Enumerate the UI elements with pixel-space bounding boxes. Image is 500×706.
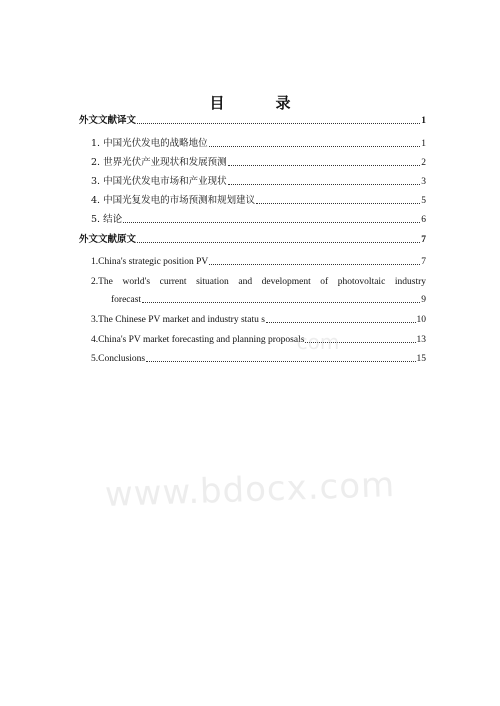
toc-title: 目 录 bbox=[209, 94, 309, 112]
toc-entry-cn-1[interactable] bbox=[79, 138, 426, 150]
toc-entry-cn-3[interactable] bbox=[79, 176, 426, 188]
toc-entry-en-1[interactable] bbox=[79, 256, 426, 268]
toc-page-number: 9 bbox=[421, 295, 426, 305]
dot-leader bbox=[209, 145, 421, 147]
toc-entry-en-4[interactable] bbox=[79, 334, 426, 346]
toc-entry-en-5[interactable] bbox=[79, 353, 426, 365]
toc-entry-label: 4. 中国光复发电的市场预测和规划建议 bbox=[91, 195, 256, 206]
toc-page-number: 7 bbox=[421, 257, 426, 267]
toc-entry-cn-4[interactable] bbox=[79, 195, 426, 207]
dot-leader bbox=[228, 164, 421, 166]
dot-leader bbox=[146, 360, 415, 362]
toc-page-number: 3 bbox=[421, 177, 426, 187]
dot-leader bbox=[123, 221, 420, 223]
toc-page-number: 7 bbox=[421, 235, 426, 245]
toc-entry-en-2-line1[interactable]: 2.The world's current situation and development of photovoltaic industry bbox=[91, 277, 426, 287]
toc-entry-label: 3. 中国光伏发电市场和产业现状 bbox=[91, 176, 227, 187]
toc-entry-en-2-line2[interactable] bbox=[79, 294, 426, 306]
toc-page-number: 2 bbox=[421, 158, 426, 168]
toc-entry-label: 1.China's strategic position PV bbox=[91, 257, 209, 267]
toc-entry-label: 5.Conclusions bbox=[91, 354, 146, 364]
toc-entry-original[interactable] bbox=[79, 234, 426, 246]
toc-entry-label: 3.The Chinese PV market and industry statu s bbox=[91, 315, 265, 325]
toc-entry-label: 外文文献原文 bbox=[79, 234, 137, 245]
toc-page-number: 6 bbox=[421, 215, 426, 225]
toc-entry-label: 5. 结论 bbox=[91, 214, 123, 225]
toc-page-number: 15 bbox=[416, 354, 426, 364]
toc-page-number: 10 bbox=[416, 315, 426, 325]
toc-entry-cn-5[interactable] bbox=[79, 214, 426, 226]
toc-entry-label: 4.China's PV market forecasting and planning proposals bbox=[91, 335, 305, 345]
dot-leader bbox=[266, 321, 416, 323]
dot-leader bbox=[137, 122, 420, 124]
toc-page-number: 1 bbox=[421, 116, 426, 126]
dot-leader bbox=[137, 241, 420, 243]
watermark-small: com bbox=[296, 330, 340, 354]
toc-entry-label: 1. 中国光伏发电的战略地位 bbox=[91, 138, 208, 149]
dot-leader bbox=[228, 183, 421, 185]
dot-leader bbox=[209, 263, 420, 265]
toc-entry-label: 外文文献译文 bbox=[79, 115, 137, 126]
toc-entry-translation[interactable] bbox=[79, 115, 426, 127]
toc-page-number: 13 bbox=[416, 335, 426, 345]
toc-entry-en-3[interactable] bbox=[79, 314, 426, 326]
toc-entry-label: 2. 世界光伏产业现状和发展预测 bbox=[91, 157, 227, 168]
toc-page-number: 5 bbox=[421, 196, 426, 206]
dot-leader bbox=[142, 301, 420, 303]
toc-entry-label: forecast bbox=[111, 295, 142, 305]
dot-leader bbox=[256, 202, 420, 204]
watermark: www.bdocx.com bbox=[104, 464, 396, 516]
toc-page-number: 1 bbox=[421, 139, 426, 149]
toc-entry-cn-2[interactable] bbox=[79, 157, 426, 169]
